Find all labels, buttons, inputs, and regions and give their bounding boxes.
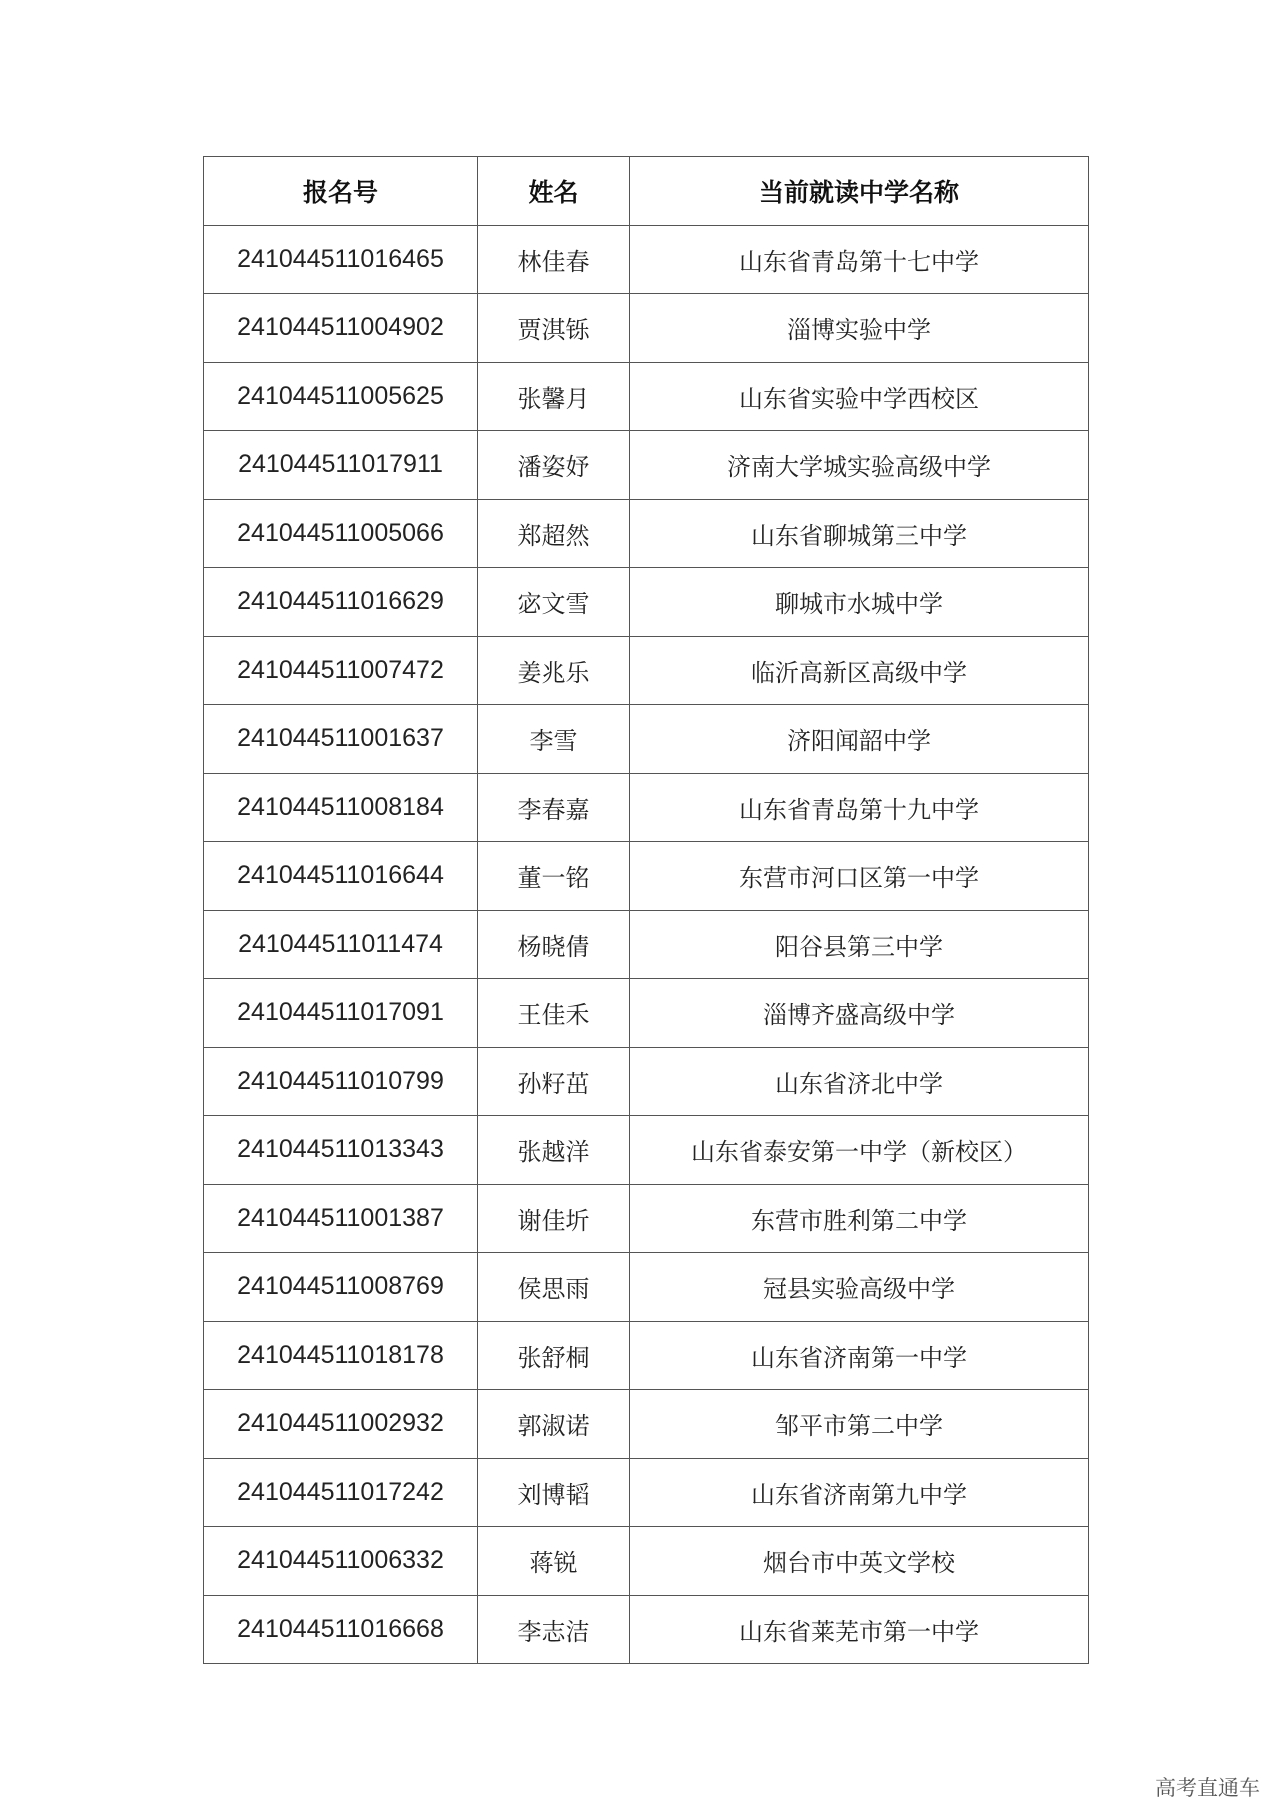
student-name-cell: 蒋锐 xyxy=(478,1527,630,1596)
table-row xyxy=(204,910,1089,979)
registration-number-cell: 241044511001637 xyxy=(204,705,478,774)
school-name-cell: 聊城市水城中学 xyxy=(630,568,1089,637)
registration-number-cell: 241044511001387 xyxy=(204,1184,478,1253)
table-row xyxy=(204,1047,1089,1116)
school-name-cell: 济南大学城实验高级中学 xyxy=(630,431,1089,500)
school-name-cell: 山东省聊城第三中学 xyxy=(630,499,1089,568)
student-table xyxy=(203,156,1089,1664)
school-name-cell: 山东省莱芜市第一中学 xyxy=(630,1595,1089,1664)
student-name-cell: 董一铭 xyxy=(478,842,630,911)
school-name-cell: 山东省济北中学 xyxy=(630,1047,1089,1116)
registration-number-cell: 241044511011474 xyxy=(204,910,478,979)
student-name-cell: 张越洋 xyxy=(478,1116,630,1185)
registration-number-cell: 241044511005625 xyxy=(204,362,478,431)
watermark: 高考直通车 xyxy=(1155,1776,1260,1800)
registration-number-cell: 241044511016465 xyxy=(204,225,478,294)
student-name-cell: 谢佳圻 xyxy=(478,1184,630,1253)
header-school: 当前就读中学名称 xyxy=(630,157,1089,226)
table-row xyxy=(204,636,1089,705)
student-name-cell: 张馨月 xyxy=(478,362,630,431)
school-name-cell: 阳谷县第三中学 xyxy=(630,910,1089,979)
table-row xyxy=(204,362,1089,431)
table-row xyxy=(204,979,1089,1048)
school-name-cell: 冠县实验高级中学 xyxy=(630,1253,1089,1322)
school-name-cell: 烟台市中英文学校 xyxy=(630,1527,1089,1596)
student-name-cell: 王佳禾 xyxy=(478,979,630,1048)
student-name-cell: 杨晓倩 xyxy=(478,910,630,979)
registration-number-cell: 241044511008769 xyxy=(204,1253,478,1322)
table-row xyxy=(204,225,1089,294)
registration-number-cell: 241044511004902 xyxy=(204,294,478,363)
school-name-cell: 济阳闻韶中学 xyxy=(630,705,1089,774)
school-name-cell: 淄博齐盛高级中学 xyxy=(630,979,1089,1048)
table-row xyxy=(204,1458,1089,1527)
student-name-cell: 姜兆乐 xyxy=(478,636,630,705)
school-name-cell: 山东省实验中学西校区 xyxy=(630,362,1089,431)
student-name-cell: 孙籽茁 xyxy=(478,1047,630,1116)
registration-number-cell: 241044511016629 xyxy=(204,568,478,637)
student-name-cell: 郑超然 xyxy=(478,499,630,568)
school-name-cell: 东营市胜利第二中学 xyxy=(630,1184,1089,1253)
table-row xyxy=(204,294,1089,363)
table-row xyxy=(204,1595,1089,1664)
student-name-cell: 潘姿妤 xyxy=(478,431,630,500)
table-row xyxy=(204,1390,1089,1459)
student-name-cell: 郭淑诺 xyxy=(478,1390,630,1459)
table-row xyxy=(204,705,1089,774)
table-row xyxy=(204,499,1089,568)
registration-number-cell: 241044511017242 xyxy=(204,1458,478,1527)
table-row xyxy=(204,1527,1089,1596)
school-name-cell: 山东省泰安第一中学（新校区） xyxy=(630,1116,1089,1185)
header-row xyxy=(204,157,1089,226)
school-name-cell: 邹平市第二中学 xyxy=(630,1390,1089,1459)
header-name: 姓名 xyxy=(478,157,630,226)
table-row xyxy=(204,1253,1089,1322)
school-name-cell: 山东省济南第九中学 xyxy=(630,1458,1089,1527)
registration-number-cell: 241044511017911 xyxy=(204,431,478,500)
student-name-cell: 侯思雨 xyxy=(478,1253,630,1322)
table-row xyxy=(204,1321,1089,1390)
student-name-cell: 宓文雪 xyxy=(478,568,630,637)
school-name-cell: 山东省济南第一中学 xyxy=(630,1321,1089,1390)
registration-number-cell: 241044511002932 xyxy=(204,1390,478,1459)
student-name-cell: 林佳春 xyxy=(478,225,630,294)
registration-number-cell: 241044511005066 xyxy=(204,499,478,568)
registration-number-cell: 241044511018178 xyxy=(204,1321,478,1390)
registration-number-cell: 241044511017091 xyxy=(204,979,478,1048)
header-registration-number: 报名号 xyxy=(204,157,478,226)
table-row xyxy=(204,431,1089,500)
school-name-cell: 淄博实验中学 xyxy=(630,294,1089,363)
student-name-cell: 李志洁 xyxy=(478,1595,630,1664)
table-body xyxy=(204,225,1089,1664)
school-name-cell: 山东省青岛第十七中学 xyxy=(630,225,1089,294)
registration-number-cell: 241044511016644 xyxy=(204,842,478,911)
registration-number-cell: 241044511016668 xyxy=(204,1595,478,1664)
registration-number-cell: 241044511008184 xyxy=(204,773,478,842)
school-name-cell: 山东省青岛第十九中学 xyxy=(630,773,1089,842)
table-row xyxy=(204,1184,1089,1253)
school-name-cell: 东营市河口区第一中学 xyxy=(630,842,1089,911)
registration-number-cell: 241044511010799 xyxy=(204,1047,478,1116)
registration-number-cell: 241044511007472 xyxy=(204,636,478,705)
student-name-cell: 李春嘉 xyxy=(478,773,630,842)
student-name-cell: 贾淇铄 xyxy=(478,294,630,363)
table-row xyxy=(204,568,1089,637)
school-name-cell: 临沂高新区高级中学 xyxy=(630,636,1089,705)
admission-list xyxy=(203,156,1088,1664)
registration-number-cell: 241044511013343 xyxy=(204,1116,478,1185)
student-name-cell: 李雪 xyxy=(478,705,630,774)
student-name-cell: 张舒桐 xyxy=(478,1321,630,1390)
registration-number-cell: 241044511006332 xyxy=(204,1527,478,1596)
table-row xyxy=(204,773,1089,842)
student-name-cell: 刘博韬 xyxy=(478,1458,630,1527)
table-row xyxy=(204,842,1089,911)
table-row xyxy=(204,1116,1089,1185)
